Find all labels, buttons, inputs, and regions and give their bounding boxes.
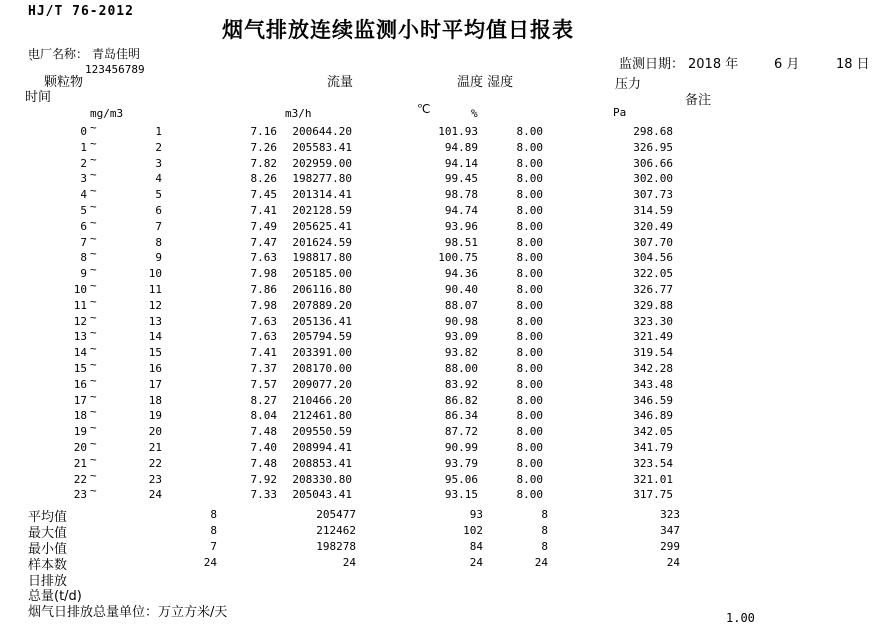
tilde-mark: ~ bbox=[90, 199, 97, 213]
table-row bbox=[0, 436, 886, 456]
table-row bbox=[0, 421, 886, 440]
tilde-mark: ~ bbox=[90, 294, 97, 308]
pm-value: 8.04 bbox=[250, 409, 277, 423]
temp-value: 90.40 bbox=[444, 282, 478, 296]
humidity-value: 8.00 bbox=[516, 393, 543, 407]
pm-value: 7.41 bbox=[250, 203, 277, 217]
flow-value: 212461.80 bbox=[292, 409, 352, 423]
table-row bbox=[0, 168, 886, 187]
pressure-value: 341.79 bbox=[633, 440, 673, 454]
pressure-value: 321.01 bbox=[633, 472, 673, 486]
scale-value: 1.00 bbox=[726, 611, 755, 625]
humidity-value: 8.00 bbox=[516, 156, 543, 170]
table-row bbox=[0, 468, 886, 488]
flow-value: 208994.41 bbox=[292, 440, 352, 454]
summary-label: 总量(t/d) bbox=[28, 589, 82, 605]
tilde-mark: ~ bbox=[90, 452, 97, 466]
hour-end: 19 bbox=[148, 409, 162, 423]
table-row bbox=[0, 373, 886, 393]
temp-value: 93.79 bbox=[444, 456, 478, 470]
humidity-value: 8.00 bbox=[516, 188, 543, 202]
humidity-value: 8.00 bbox=[516, 125, 543, 138]
tilde-mark: ~ bbox=[90, 421, 97, 435]
summary-row bbox=[0, 506, 886, 525]
pressure-value: 342.28 bbox=[633, 361, 673, 375]
humidity-value: 8.00 bbox=[516, 409, 543, 423]
pressure-value: 302.00 bbox=[633, 172, 673, 186]
flow-value: 205136.41 bbox=[292, 314, 352, 328]
temp-value: 95.06 bbox=[444, 472, 478, 486]
unit-pressure: Pa bbox=[613, 106, 627, 119]
humidity-value: 8.00 bbox=[516, 219, 543, 233]
summary-label: 平均值 bbox=[28, 510, 68, 525]
column-header-remark: 备注 bbox=[685, 93, 712, 108]
hour-end: 4 bbox=[155, 172, 162, 186]
hour-end: 1 bbox=[155, 125, 162, 138]
table-row bbox=[0, 152, 886, 172]
pm-summary: 8 bbox=[210, 523, 217, 537]
pressure-value: 326.95 bbox=[633, 140, 673, 154]
pm-summary: 24 bbox=[203, 555, 217, 569]
temp-value: 90.99 bbox=[444, 440, 478, 454]
pm-value: 8.26 bbox=[250, 172, 277, 186]
summary-row bbox=[0, 554, 886, 573]
temp-value: 94.36 bbox=[444, 267, 478, 281]
temp-value: 93.82 bbox=[444, 346, 478, 360]
hour-start: 16 bbox=[73, 377, 87, 391]
hour-start: 5 bbox=[80, 203, 87, 217]
humidity-value: 8.00 bbox=[516, 488, 543, 502]
pm-value: 7.86 bbox=[250, 282, 277, 296]
hour-start: 17 bbox=[73, 393, 87, 407]
pressure-value: 322.05 bbox=[633, 267, 673, 281]
report-title: 烟气排放连续监测小时平均值日报表 bbox=[222, 18, 574, 42]
pressure-summary: 299 bbox=[660, 539, 680, 553]
summary-row bbox=[0, 585, 886, 605]
humidity-value: 8.00 bbox=[516, 251, 543, 265]
hour-start: 7 bbox=[80, 235, 87, 249]
flow-value: 206116.80 bbox=[292, 282, 352, 296]
pressure-summary: 24 bbox=[666, 555, 680, 569]
column-header-pressure: 压力 bbox=[615, 77, 642, 92]
tilde-mark: ~ bbox=[90, 247, 97, 261]
temp-value: 94.14 bbox=[444, 156, 478, 170]
flow-value: 203391.00 bbox=[292, 346, 352, 360]
pm-value: 8.27 bbox=[250, 393, 277, 407]
plant-name-label: 电厂名称： bbox=[28, 47, 89, 61]
hour-start: 6 bbox=[80, 219, 87, 233]
humidity-summary: 8 bbox=[541, 508, 548, 521]
humidity-value: 8.00 bbox=[516, 267, 543, 281]
hour-end: 2 bbox=[155, 140, 162, 154]
hour-end: 24 bbox=[148, 488, 162, 502]
pm-value: 7.33 bbox=[250, 488, 277, 502]
flow-value: 208330.80 bbox=[292, 472, 352, 486]
unit-humidity: % bbox=[471, 107, 478, 120]
table-row bbox=[0, 278, 886, 298]
table-row bbox=[0, 231, 886, 251]
pm-value: 7.57 bbox=[250, 377, 277, 391]
hour-start: 14 bbox=[73, 346, 87, 360]
summary-row bbox=[0, 538, 886, 557]
summary-label: 烟气日排放总量单位：万立方米/天 bbox=[28, 605, 228, 621]
flow-value: 202959.00 bbox=[292, 156, 352, 170]
tilde-mark: ~ bbox=[90, 168, 97, 182]
table-row bbox=[0, 389, 886, 409]
humidity-value: 8.00 bbox=[516, 172, 543, 186]
flow-value: 205043.41 bbox=[292, 488, 352, 502]
tilde-mark: ~ bbox=[90, 263, 97, 277]
hour-start: 21 bbox=[73, 456, 87, 470]
flow-value: 207889.20 bbox=[292, 298, 352, 312]
humidity-value: 8.00 bbox=[516, 298, 543, 312]
summary-label: 最小值 bbox=[28, 541, 68, 557]
plant-code: 123456789 bbox=[85, 63, 145, 76]
flow-value: 205794.59 bbox=[292, 330, 352, 344]
flow-value: 210466.20 bbox=[292, 393, 352, 407]
pressure-value: 326.77 bbox=[633, 282, 673, 296]
temp-value: 101.93 bbox=[438, 125, 478, 138]
pressure-value: 317.75 bbox=[633, 488, 673, 502]
table-row bbox=[0, 357, 886, 377]
flow-value: 205625.41 bbox=[292, 219, 352, 233]
monitor-date-day: 18 日 bbox=[836, 57, 870, 72]
hour-start: 15 bbox=[73, 361, 87, 375]
pm-value: 7.45 bbox=[250, 188, 277, 202]
pressure-value: 320.49 bbox=[633, 219, 673, 233]
temp-value: 93.09 bbox=[444, 330, 478, 344]
hour-start: 0 bbox=[80, 125, 87, 138]
table-row bbox=[0, 121, 886, 140]
humidity-value: 8.00 bbox=[516, 472, 543, 486]
hour-end: 22 bbox=[148, 456, 162, 470]
tilde-mark: ~ bbox=[90, 121, 97, 134]
summary-row bbox=[0, 570, 886, 589]
flow-value: 198817.80 bbox=[292, 251, 352, 265]
tilde-mark: ~ bbox=[90, 184, 97, 198]
hour-start: 12 bbox=[73, 314, 87, 328]
pressure-value: 346.59 bbox=[633, 393, 673, 407]
pm-value: 7.63 bbox=[250, 251, 277, 265]
pressure-value: 321.49 bbox=[633, 330, 673, 344]
tilde-mark: ~ bbox=[90, 373, 97, 387]
temp-value: 83.92 bbox=[444, 377, 478, 391]
hour-end: 8 bbox=[155, 235, 162, 249]
pressure-value: 319.54 bbox=[633, 346, 673, 360]
pressure-value: 342.05 bbox=[633, 425, 673, 439]
pressure-summary: 323 bbox=[660, 508, 680, 521]
temp-summary: 84 bbox=[469, 539, 483, 553]
tilde-mark: ~ bbox=[90, 215, 97, 229]
pressure-value: 307.73 bbox=[633, 188, 673, 202]
hour-start: 18 bbox=[73, 409, 87, 423]
hour-end: 6 bbox=[155, 203, 162, 217]
unit-flow: m3/h bbox=[285, 107, 312, 120]
table-row bbox=[0, 184, 886, 203]
pressure-value: 314.59 bbox=[633, 203, 673, 217]
flow-value: 209077.20 bbox=[292, 377, 352, 391]
stray-tick-mark: ` bbox=[28, 57, 36, 71]
pm-value: 7.16 bbox=[250, 125, 277, 138]
hour-start: 20 bbox=[73, 440, 87, 454]
table-row bbox=[0, 342, 886, 361]
temp-value: 87.72 bbox=[444, 425, 478, 439]
flow-summary: 198278 bbox=[316, 539, 356, 553]
temp-value: 98.51 bbox=[444, 235, 478, 249]
pm-value: 7.98 bbox=[250, 267, 277, 281]
pm-value: 7.92 bbox=[250, 472, 277, 486]
humidity-value: 8.00 bbox=[516, 425, 543, 439]
pm-value: 7.98 bbox=[250, 298, 277, 312]
temp-summary: 93 bbox=[469, 508, 483, 521]
hour-start: 19 bbox=[73, 425, 87, 439]
hour-start: 13 bbox=[73, 330, 87, 344]
flow-summary: 24 bbox=[342, 555, 356, 569]
summary-label: 最大值 bbox=[28, 525, 68, 541]
temp-value: 86.82 bbox=[444, 393, 478, 407]
pm-value: 7.48 bbox=[250, 456, 277, 470]
column-header-temp-humidity: 温度 湿度 bbox=[457, 75, 514, 90]
pm-value: 7.82 bbox=[250, 156, 277, 170]
hour-start: 1 bbox=[80, 140, 87, 154]
summary-row bbox=[0, 522, 886, 541]
monitor-date-year: 2018 年 bbox=[688, 57, 739, 72]
hour-end: 18 bbox=[148, 393, 162, 407]
flow-value: 205185.00 bbox=[292, 267, 352, 281]
temp-value: 88.07 bbox=[444, 298, 478, 312]
temp-summary: 24 bbox=[469, 555, 483, 569]
temp-value: 90.98 bbox=[444, 314, 478, 328]
hour-start: 3 bbox=[80, 172, 87, 186]
monitor-date-month: 6 月 bbox=[774, 57, 800, 72]
pressure-value: 343.48 bbox=[633, 377, 673, 391]
hour-end: 21 bbox=[148, 440, 162, 454]
tilde-mark: ~ bbox=[90, 231, 97, 245]
temp-summary: 102 bbox=[463, 523, 483, 537]
temp-value: 98.78 bbox=[444, 188, 478, 202]
pressure-value: 298.68 bbox=[633, 125, 673, 138]
pressure-value: 304.56 bbox=[633, 251, 673, 265]
hour-end: 12 bbox=[148, 298, 162, 312]
flow-summary: 212462 bbox=[316, 523, 356, 537]
tilde-mark: ~ bbox=[90, 342, 97, 356]
tilde-mark: ~ bbox=[90, 152, 97, 166]
hour-end: 16 bbox=[148, 361, 162, 375]
humidity-value: 8.00 bbox=[516, 361, 543, 375]
hour-start: 4 bbox=[80, 188, 87, 202]
flow-value: 200644.20 bbox=[292, 125, 352, 138]
humidity-value: 8.00 bbox=[516, 140, 543, 154]
pressure-value: 346.89 bbox=[633, 409, 673, 423]
hour-end: 17 bbox=[148, 377, 162, 391]
humidity-value: 8.00 bbox=[516, 235, 543, 249]
humidity-value: 8.00 bbox=[516, 440, 543, 454]
unit-temperature: ℃ bbox=[417, 102, 431, 116]
flow-value: 208170.00 bbox=[292, 361, 352, 375]
hour-end: 3 bbox=[155, 156, 162, 170]
humidity-value: 8.00 bbox=[516, 314, 543, 328]
humidity-value: 8.00 bbox=[516, 330, 543, 344]
tilde-mark: ~ bbox=[90, 484, 97, 498]
table-row bbox=[0, 326, 886, 345]
hour-end: 7 bbox=[155, 219, 162, 233]
column-header-particulate: 颗粒物 bbox=[44, 75, 84, 90]
unit-particulate: mg/m3 bbox=[90, 107, 124, 120]
tilde-mark: ~ bbox=[90, 389, 97, 403]
tilde-mark: ~ bbox=[90, 136, 97, 150]
hour-start: 9 bbox=[80, 267, 87, 281]
data-rows bbox=[0, 121, 886, 503]
plant-name-line bbox=[28, 48, 140, 61]
temp-value: 93.96 bbox=[444, 219, 478, 233]
monitor-date-label: 监测日期： bbox=[619, 57, 685, 72]
hour-end: 23 bbox=[148, 472, 162, 486]
pm-summary: 8 bbox=[210, 508, 217, 521]
table-row bbox=[0, 294, 886, 314]
table-row bbox=[0, 484, 886, 503]
tilde-mark: ~ bbox=[90, 310, 97, 324]
tilde-mark: ~ bbox=[90, 357, 97, 371]
humidity-summary: 8 bbox=[541, 539, 548, 553]
pressure-value: 306.66 bbox=[633, 156, 673, 170]
hour-end: 11 bbox=[148, 282, 162, 296]
humidity-value: 8.00 bbox=[516, 203, 543, 217]
hour-start: 22 bbox=[73, 472, 87, 486]
pressure-value: 307.70 bbox=[633, 235, 673, 249]
hour-start: 23 bbox=[73, 488, 87, 502]
flow-value: 202128.59 bbox=[292, 203, 352, 217]
temp-value: 93.15 bbox=[444, 488, 478, 502]
flow-value: 205583.41 bbox=[292, 140, 352, 154]
temp-value: 99.45 bbox=[444, 172, 478, 186]
table-row bbox=[0, 405, 886, 424]
pm-value: 7.63 bbox=[250, 314, 277, 328]
hour-end: 9 bbox=[155, 251, 162, 265]
pm-value: 7.37 bbox=[250, 361, 277, 375]
pm-value: 7.49 bbox=[250, 219, 277, 233]
humidity-value: 8.00 bbox=[516, 346, 543, 360]
hour-end: 20 bbox=[148, 425, 162, 439]
summary-label: 日排放 bbox=[28, 573, 68, 589]
standard-code: HJ/T 76-2012 bbox=[28, 4, 134, 19]
tilde-mark: ~ bbox=[90, 405, 97, 419]
pm-value: 7.48 bbox=[250, 425, 277, 439]
humidity-value: 8.00 bbox=[516, 377, 543, 391]
table-row bbox=[0, 215, 886, 235]
flow-summary: 205477 bbox=[316, 508, 356, 521]
hour-end: 15 bbox=[148, 346, 162, 360]
table-row bbox=[0, 136, 886, 156]
pm-value: 7.40 bbox=[250, 440, 277, 454]
plant-name-value: 青岛佳明 bbox=[92, 47, 141, 61]
temp-value: 94.74 bbox=[444, 203, 478, 217]
flow-value: 208853.41 bbox=[292, 456, 352, 470]
pressure-value: 323.30 bbox=[633, 314, 673, 328]
pm-value: 7.26 bbox=[250, 140, 277, 154]
tilde-mark: ~ bbox=[90, 278, 97, 292]
temp-value: 100.75 bbox=[438, 251, 478, 265]
table-row bbox=[0, 247, 886, 266]
temp-value: 88.00 bbox=[444, 361, 478, 375]
table-row bbox=[0, 310, 886, 330]
hour-end: 13 bbox=[148, 314, 162, 328]
tilde-mark: ~ bbox=[90, 326, 97, 340]
temp-value: 94.89 bbox=[444, 140, 478, 154]
pm-value: 7.41 bbox=[250, 346, 277, 360]
pressure-summary: 347 bbox=[660, 523, 680, 537]
summary-label: 样本数 bbox=[28, 557, 68, 573]
pm-value: 7.47 bbox=[250, 235, 277, 249]
flow-value: 209550.59 bbox=[292, 425, 352, 439]
humidity-value: 8.00 bbox=[516, 456, 543, 470]
table-row bbox=[0, 199, 886, 219]
humidity-value: 8.00 bbox=[516, 282, 543, 296]
hour-end: 10 bbox=[148, 267, 162, 281]
flow-value: 198277.80 bbox=[292, 172, 352, 186]
column-header-flow: 流量 bbox=[327, 75, 354, 90]
tilde-mark: ~ bbox=[90, 468, 97, 482]
hour-end: 14 bbox=[148, 330, 162, 344]
table-row bbox=[0, 263, 886, 282]
hour-start: 10 bbox=[73, 282, 87, 296]
flow-value: 201314.41 bbox=[292, 188, 352, 202]
hour-start: 8 bbox=[80, 251, 87, 265]
humidity-summary: 24 bbox=[534, 555, 548, 569]
hour-start: 11 bbox=[73, 298, 87, 312]
table-row bbox=[0, 452, 886, 472]
humidity-summary: 8 bbox=[541, 523, 548, 537]
tilde-mark: ~ bbox=[90, 436, 97, 450]
pm-value: 7.63 bbox=[250, 330, 277, 344]
pressure-value: 329.88 bbox=[633, 298, 673, 312]
pm-summary: 7 bbox=[210, 539, 217, 553]
pressure-value: 323.54 bbox=[633, 456, 673, 470]
flow-value: 201624.59 bbox=[292, 235, 352, 249]
hour-end: 5 bbox=[155, 188, 162, 202]
hour-start: 2 bbox=[80, 156, 87, 170]
column-header-time: 时间 bbox=[25, 90, 52, 105]
temp-value: 86.34 bbox=[444, 409, 478, 423]
